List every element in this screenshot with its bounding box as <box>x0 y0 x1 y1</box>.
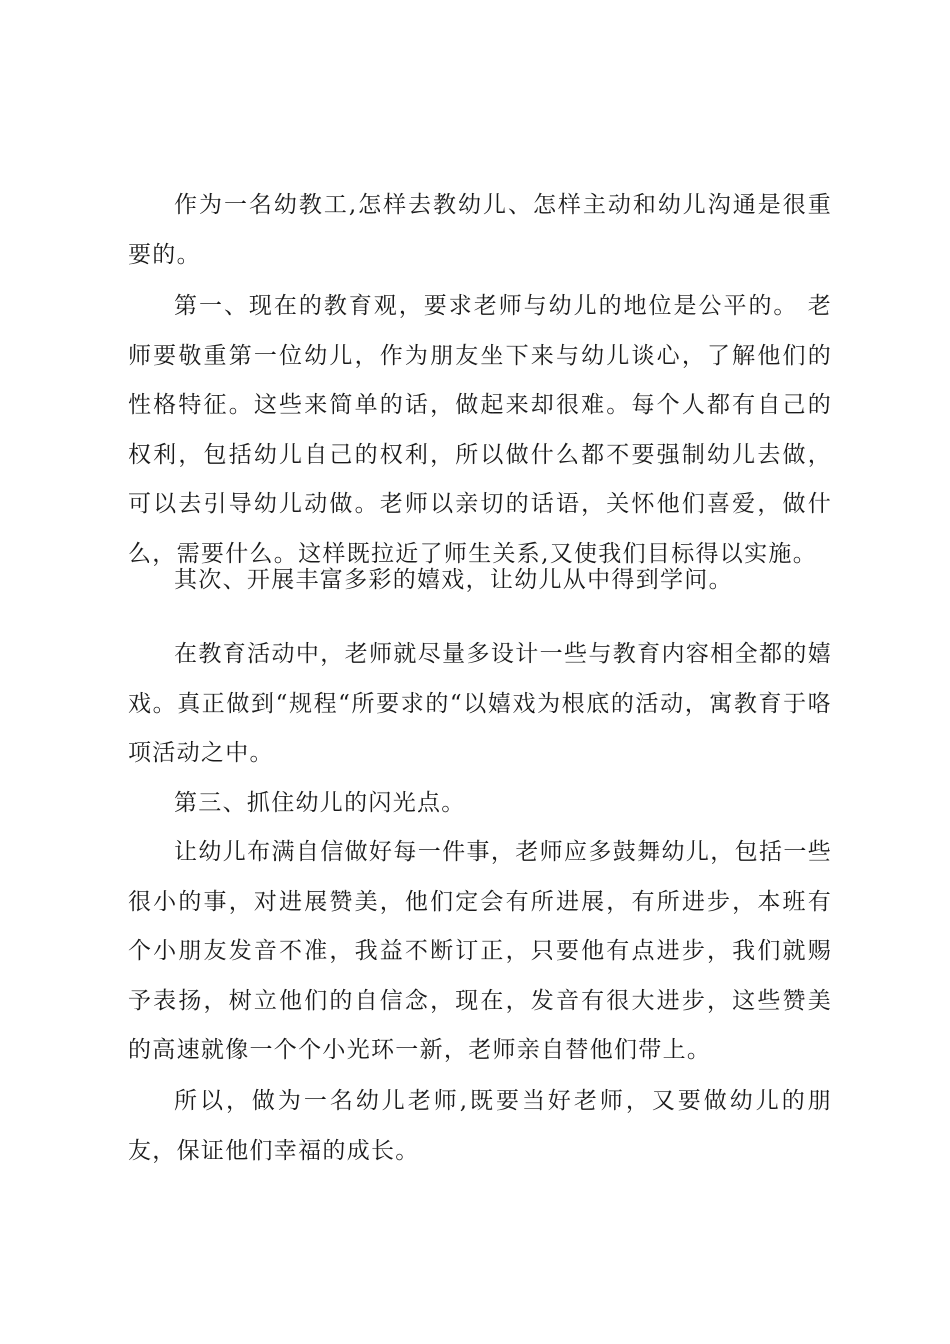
paragraph-conclusion: 所以，做为一名幼儿老师,既要当好老师，又要做幼儿的朋友，保证他们幸福的成长。 <box>128 1088 832 1164</box>
paragraph-third-point-body: 让幼儿布满自信做好每一件事，老师应多鼓舞幼儿，包括一些很小的事，对进展赞美，他们定会有所进展，有所进步，本班有个小朋友发音不准，我益不断订正，只要他有点进步，我们就赐予表扬，树立他们的自信念，现在，发音有很大进步，这些赞美的高速就像一个个小光环一新，老师亲自替他们带上。 <box>128 839 832 1063</box>
paragraph-second-point-heading: 其次、开展丰富多彩的嬉戏，让幼儿从中得到学问。 <box>174 567 733 593</box>
paragraph-third-point-heading: 第三、抓住幼儿的闪光点。 <box>174 790 466 816</box>
paragraph-intro: 作为一名幼教工,怎样去教幼儿、怎样主动和幼儿沟通是很重要的。 <box>128 192 832 268</box>
paragraph-second-point-body: 在教育活动中，老师就尽量多设计一些与教育内容相全都的嬉戏。真正做到“规程“所要求的“以嬉戏为根底的活动，寓教育于咯项活动之中。 <box>128 641 832 766</box>
paragraph-first-point: 第一、现在的教育观，要求老师与幼儿的地位是公平的。 老师要敬重第一位幼儿，作为朋友坐下来与幼儿谈心，了解他们的性格特征。这些来简单的话，做起来却很难。每个人都有自己的权利，包括幼儿自己的权利，所以做什么都不要强制幼儿去做，可以去引导幼儿动做。老师以亲切的话语，关怀他们喜爱，做什么，需要什么。这样既拉近了师生关系,又使我们目标得以实施。 <box>128 293 832 567</box>
